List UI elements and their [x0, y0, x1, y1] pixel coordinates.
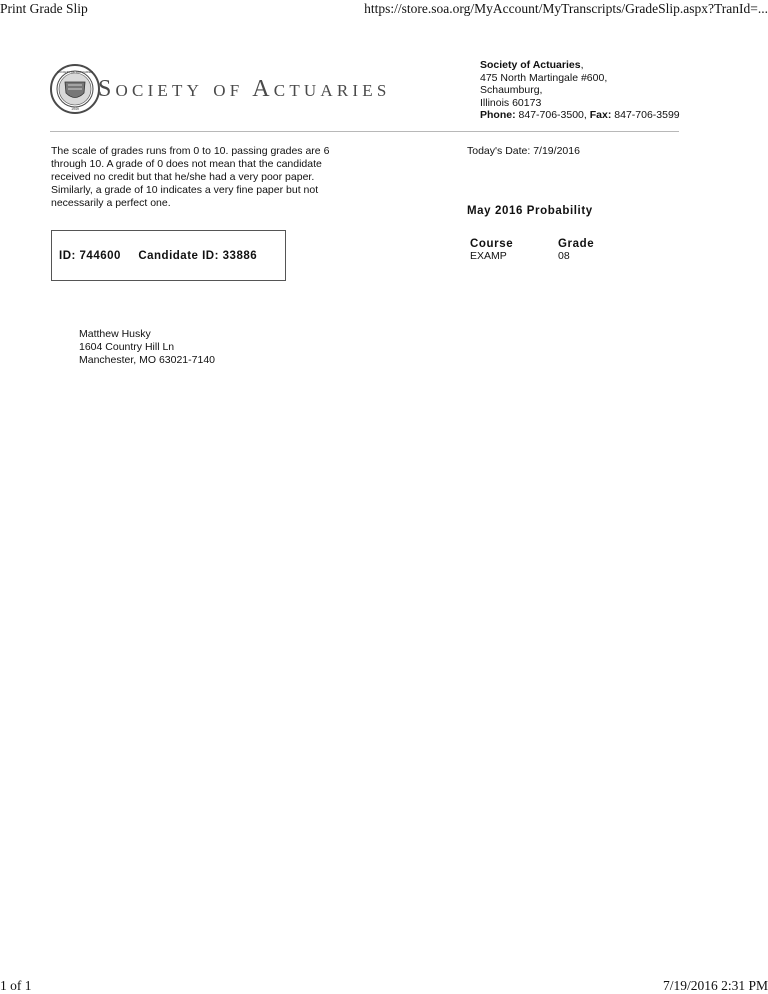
mailing-address	[79, 328, 215, 367]
org-state-zip: Illinois 60173	[480, 96, 542, 109]
print-page-title: Print Grade Slip	[0, 1, 88, 16]
grade-scale-note: The scale of grades runs from 0 to 10. passing grades are 6 through 10. A grade of 0 does not mean that the candidate received no credit but that he/she had a very poor paper. Similarly, a grade of 10 indicates a very fine paper but not necessarily a perfect one.	[51, 145, 330, 209]
print-page-url: https://store.soa.org/MyAccount/MyTranscripts/GradeSlip.aspx?TranId=...	[364, 1, 768, 16]
print-page-count: 1 of 1	[0, 978, 32, 993]
org-address-line: 475 North Martingale #600,	[480, 71, 608, 84]
org-phone-fax: Phone: 847-706-3500, Fax: 847-706-3599	[480, 109, 680, 122]
seal-icon	[50, 64, 100, 114]
svg-text:1949: 1949	[71, 107, 79, 111]
id-box	[51, 230, 286, 281]
org-contact-block: Society of Actuaries, 475 North Martingale #600, Schaumburg, Illinois 60173 Phone: 847-706-3500, Fax: 847-706-3599	[480, 59, 680, 122]
id-line: ID: 744600 Candidate ID: 33886	[59, 250, 258, 262]
org-name: Society of Actuaries	[480, 59, 581, 71]
svg-text:SOCIETY OF ACTUARIES: SOCIETY OF ACTUARIES	[57, 70, 93, 74]
address-city: Manchester, MO 63021-7140	[79, 354, 215, 366]
candidate-name: Matthew Husky	[79, 328, 151, 340]
header-divider	[50, 131, 679, 132]
wordmark-society-of-actuaries: Society of Actuaries	[98, 76, 391, 102]
org-city: Schaumburg,	[480, 84, 543, 97]
address-street: 1604 Country Hill Ln	[79, 341, 175, 353]
soa-logo	[50, 64, 450, 116]
todays-date: Today's Date: 7/19/2016	[467, 145, 580, 157]
exam-title: May 2016 Probability	[467, 205, 593, 217]
course-header: Course	[470, 238, 514, 250]
course-value: EXAMP	[470, 250, 507, 262]
print-datetime: 7/19/2016 2:31 PM	[662, 978, 768, 993]
grade-header: Grade	[558, 238, 595, 250]
grade-value: 08	[558, 250, 570, 262]
